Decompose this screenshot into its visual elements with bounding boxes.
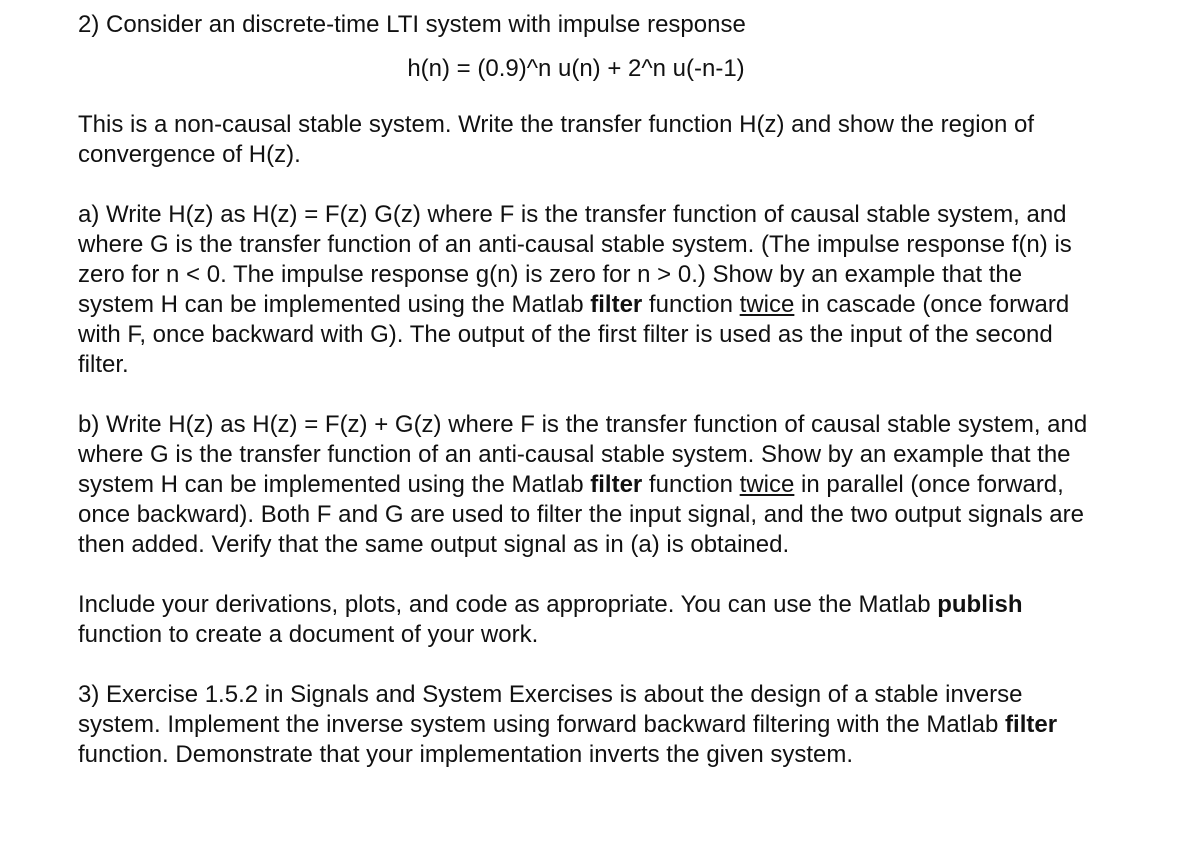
publish-keyword: publish: [937, 591, 1023, 618]
document-page: [78, 10, 1088, 770]
question-3-text-1: 3) Exercise 1.5.2 in Signals and System Exercises is about the design of a stable inverse system. Implement the inverse system using forward backward filtering with the Matlab: [78, 681, 1023, 738]
part-a-filter-keyword: filter: [590, 291, 643, 318]
include-text-2: function to create a document of your work.: [78, 621, 539, 648]
question-3-filter-keyword: filter: [1005, 711, 1058, 738]
impulse-response-equation: h(n) = (0.9)^n u(n) + 2^n u(-n-1): [407, 55, 745, 82]
question-2-include-note: [78, 590, 1088, 650]
question-3: [78, 680, 1088, 770]
include-text-1: Include your derivations, plots, and code as appropriate. You can use the Matlab: [78, 591, 938, 618]
part-b-text-2: function: [642, 471, 740, 498]
question-2-heading: 2) Consider an discrete-time LTI system with impulse response: [78, 11, 746, 38]
part-b-twice-emphasis: twice: [739, 471, 795, 498]
part-a-text-3: in cascade (once forward with F, once backward with G). The output of the first filter is used as the input of the second filter.: [78, 291, 1070, 378]
part-b-filter-keyword: filter: [590, 471, 643, 498]
part-a-text-2: function: [642, 291, 740, 318]
part-b-text-1: b) Write H(z) as H(z) = F(z) + G(z) where F is the transfer function of causal stable system, and where G is the transfer function of an anti-causal stable system. Show by an example that the system H can be implemented using the Matlab: [78, 411, 1088, 498]
question-3-text-2: function. Demonstrate that your implementation inverts the given system.: [78, 741, 854, 768]
question-2-part-a: [78, 200, 1088, 380]
question-2-part-b: [78, 410, 1088, 560]
question-2-intro: This is a non-causal stable system. Write the transfer function H(z) and show the region of convergence of H(z).: [78, 111, 1034, 168]
part-a-twice-emphasis: twice: [739, 291, 795, 318]
part-a-text-1: a) Write H(z) as H(z) = F(z) G(z) where F is the transfer function of causal stable system, and where G is the transfer function of an anti-causal stable system. (The impulse response f(n) is zero for n < 0. The impulse response g(n) is zero for n > 0.) Show by an example that the system H can be implemented using the Matlab: [78, 201, 1072, 318]
part-b-text-3: in parallel (once forward, once backward). Both F and G are used to filter the input signal, and the two output signals are then added. Verify that the same output signal as in (a) is obtained.: [78, 471, 1084, 558]
